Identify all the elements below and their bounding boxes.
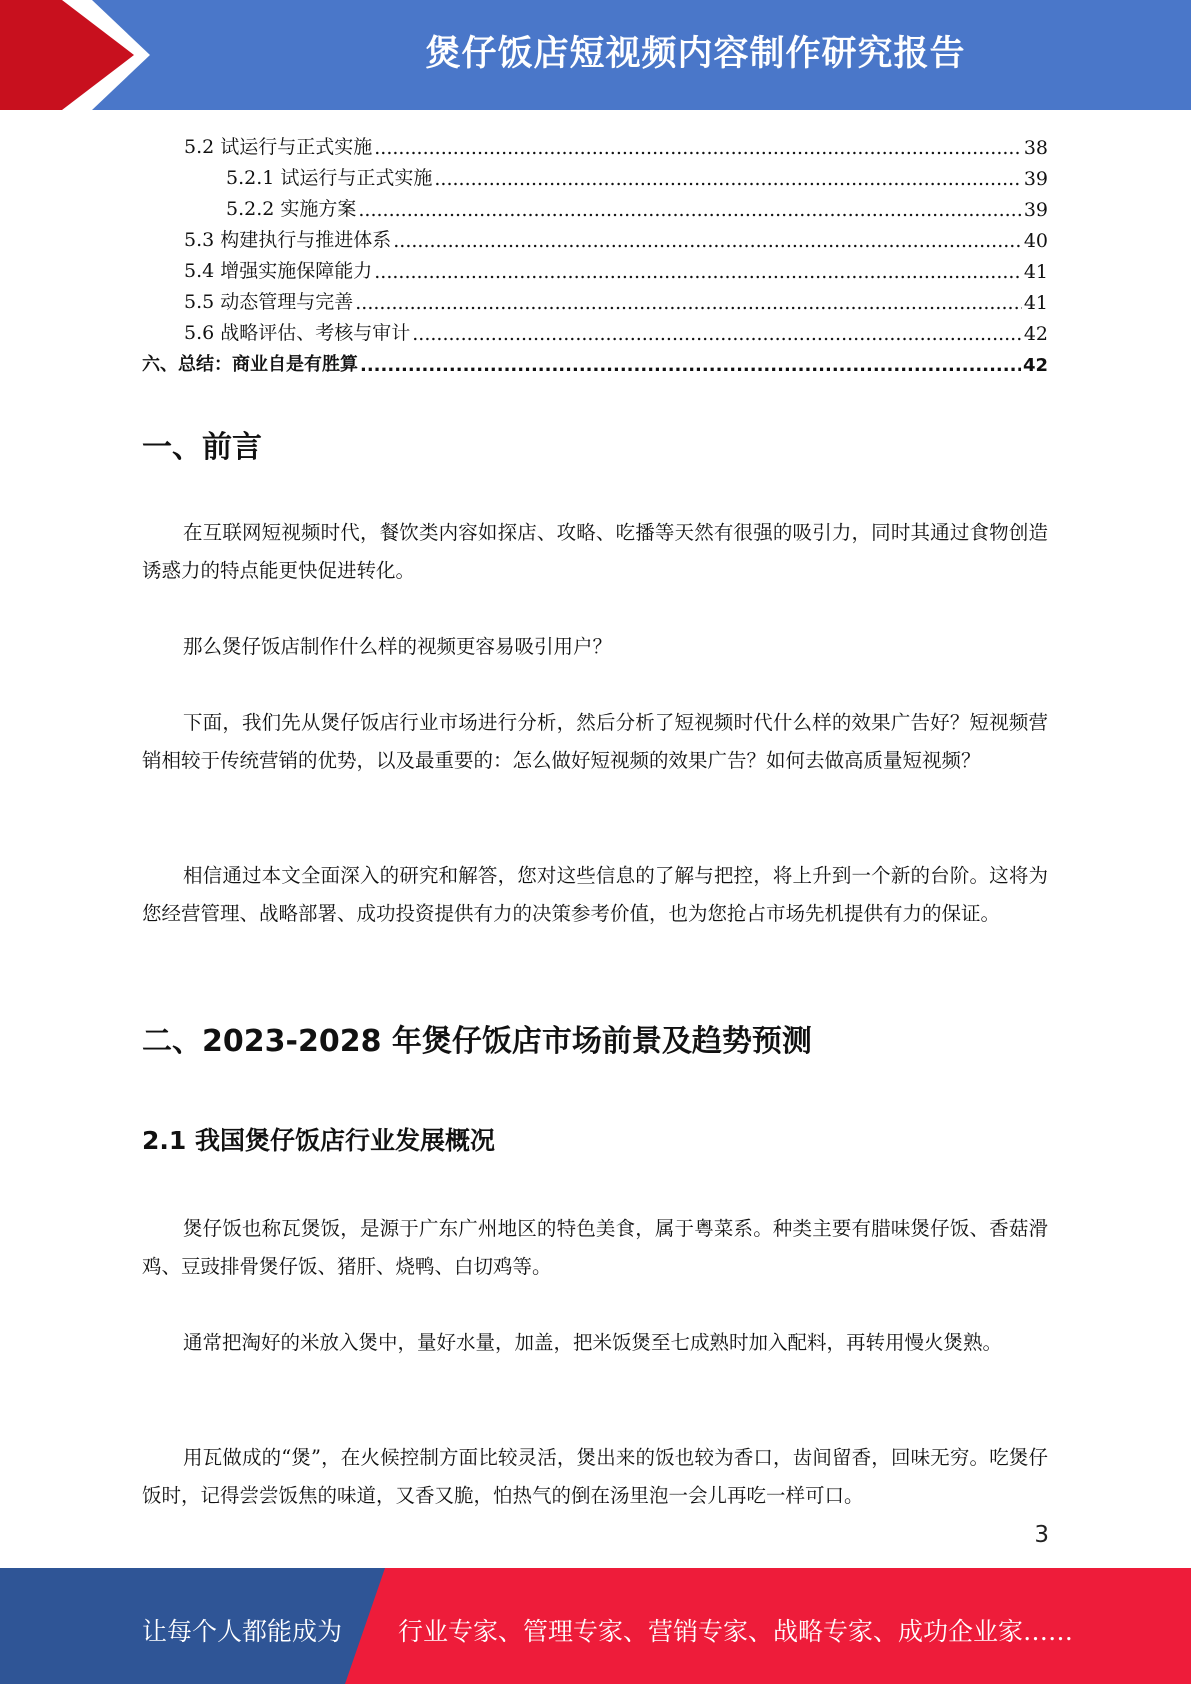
paragraph: 相信通过本文全面深入的研究和解答，您对这些信息的了解与把控，将上升到一个新的台阶。这将为您经营管理、战略部署、成功投资提供有力的决策参考价值，也为您抢占市场先机提供有力的保证。 xyxy=(142,864,1048,925)
toc-leader-dots xyxy=(358,199,1021,221)
toc-entry[interactable] xyxy=(142,221,1048,252)
toc-leader-dots xyxy=(374,261,1022,283)
footer-slogan-left: 让每个人都能成为 xyxy=(142,1617,343,1646)
paragraph: 煲仔饭也称瓦煲饭，是源于广东广州地区的特色美食，属于粤菜系。种类主要有腊味煲仔饭、香菇滑鸡、豆豉排骨煲仔饭、猪肝、烧鸭、白切鸡等。 xyxy=(142,1217,1048,1278)
toc-leader-dots xyxy=(360,355,1021,376)
section-heading-preface: 一、前言 xyxy=(142,430,262,465)
toc-entry-label: 5.6 战略评估、考核与审计 xyxy=(184,322,411,344)
toc-entry[interactable] xyxy=(142,345,1048,376)
page-header xyxy=(0,0,1191,110)
header-arrow-decoration xyxy=(0,0,150,110)
toc-entry-label: 5.2.2 实施方案 xyxy=(226,198,357,220)
page-number: 3 xyxy=(1034,1522,1049,1548)
toc-leader-dots xyxy=(355,292,1022,314)
paragraph: 在互联网短视频时代，餐饮类内容如探店、攻略、吃播等天然有很强的吸引力，同时其通过食物创造诱惑力的特点能更快促进转化。 xyxy=(142,521,1048,582)
toc-entry-page: 42 xyxy=(1022,355,1048,376)
toc-entry-page: 42 xyxy=(1023,323,1048,345)
toc-leader-dots xyxy=(393,230,1022,252)
toc-entry[interactable] xyxy=(142,314,1048,345)
toc-entry-label: 5.5 动态管理与完善 xyxy=(184,291,354,313)
paragraph: 下面，我们先从煲仔饭店行业市场进行分析，然后分析了短视频时代什么样的效果广告好？短视频营销相较于传统营销的优势，以及最重要的：怎么做好短视频的效果广告？如何去做高质量短视频？ xyxy=(142,711,1048,772)
toc-entry-page: 41 xyxy=(1023,261,1048,283)
paragraph: 那么煲仔饭店制作什么样的视频更容易吸引用户？ xyxy=(183,635,613,658)
toc-entry-label: 六、总结：商业自是有胜算 xyxy=(142,354,358,375)
document-title: 煲仔饭店短视频内容制作研究报告 xyxy=(425,34,966,74)
toc-entry-page: 39 xyxy=(1023,168,1048,190)
toc-entry[interactable] xyxy=(142,159,1048,190)
table-of-contents xyxy=(142,128,1048,376)
footer-slogan-right: 行业专家、管理专家、营销专家、战略专家、成功企业家…… xyxy=(398,1617,1074,1646)
toc-entry[interactable] xyxy=(142,252,1048,283)
paragraph: 用瓦做成的“煲”，在火候控制方面比较灵活，煲出来的饭也较为香口，齿间留香，回味无穷。吃煲仔饭时，记得尝尝饭焦的味道，又香又脆，怕热气的倒在汤里泡一会儿再吃一样可口。 xyxy=(142,1446,1048,1507)
page-footer xyxy=(0,1568,1191,1684)
toc-entry[interactable] xyxy=(142,128,1048,159)
toc-entry-page: 39 xyxy=(1023,199,1048,221)
toc-leader-dots xyxy=(434,168,1021,190)
toc-entry[interactable] xyxy=(142,283,1048,314)
toc-leader-dots xyxy=(374,137,1022,159)
toc-entry-page: 40 xyxy=(1023,230,1048,252)
toc-leader-dots xyxy=(412,323,1022,345)
toc-entry-label: 5.2.1 试运行与正式实施 xyxy=(226,167,433,189)
toc-entry-label: 5.3 构建执行与推进体系 xyxy=(184,229,392,251)
toc-entry-page: 41 xyxy=(1023,292,1048,314)
toc-entry-label: 5.4 增强实施保障能力 xyxy=(184,260,373,282)
toc-entry[interactable] xyxy=(142,190,1048,221)
toc-entry-label: 5.2 试运行与正式实施 xyxy=(184,136,373,158)
paragraph: 通常把淘好的米放入煲中，量好水量，加盖，把米饭煲至七成熟时加入配料，再转用慢火煲熟。 xyxy=(183,1331,1003,1354)
toc-entry-page: 38 xyxy=(1023,137,1048,159)
section-heading-market-forecast: 二、2023-2028 年煲仔饭店市场前景及趋势预测 xyxy=(142,1024,812,1059)
subsection-heading-industry-overview: 2.1 我国煲仔饭店行业发展概况 xyxy=(142,1126,495,1155)
